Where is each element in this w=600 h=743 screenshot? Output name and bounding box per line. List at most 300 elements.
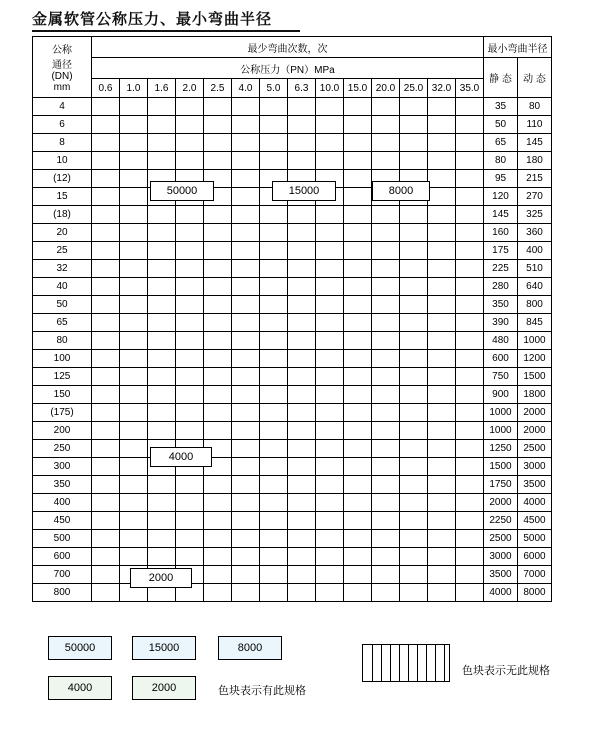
pressure-header: 公称压力（PN）MPa [92, 58, 484, 79]
pressure-cell [372, 296, 400, 314]
radius-dynamic-value: 5000 [518, 530, 552, 548]
pressure-cell [120, 206, 148, 224]
pressure-cell [260, 296, 288, 314]
pressure-cell [428, 584, 456, 602]
pressure-cell [316, 242, 344, 260]
title-underline [32, 30, 300, 32]
table-header [33, 37, 552, 98]
pressure-cell [288, 314, 316, 332]
dn-header-line-3: (DN) [51, 71, 73, 82]
pressure-cell [92, 548, 120, 566]
pressure-cell [260, 152, 288, 170]
hatch-line [372, 645, 373, 681]
dn-value: 700 [33, 566, 92, 584]
pressure-cell [316, 548, 344, 566]
pressure-cell [344, 386, 372, 404]
pressure-cell [288, 548, 316, 566]
pressure-cell [204, 152, 232, 170]
pressure-cell [316, 476, 344, 494]
pressure-cell [456, 404, 484, 422]
dn-value: 6 [33, 116, 92, 134]
pressure-cell [456, 350, 484, 368]
pressure-cell [428, 476, 456, 494]
pressure-cell [456, 296, 484, 314]
dn-value: 400 [33, 494, 92, 512]
radius-dynamic-value: 4000 [518, 494, 552, 512]
pressure-cell [288, 422, 316, 440]
pressure-cell [372, 152, 400, 170]
pressure-cell [148, 332, 176, 350]
table-row [33, 152, 552, 170]
dn-value: (18) [33, 206, 92, 224]
pressure-cell [120, 440, 148, 458]
pressure-cell [372, 512, 400, 530]
pressure-cell [176, 332, 204, 350]
radius-static-value: 120 [484, 188, 518, 206]
pressure-cell [400, 494, 428, 512]
pressure-cell [316, 368, 344, 386]
radius-dynamic-value: 7000 [518, 566, 552, 584]
pressure-cell [288, 494, 316, 512]
pressure-cell [372, 278, 400, 296]
pressure-cell [120, 116, 148, 134]
radius-static-value: 2000 [484, 494, 518, 512]
pressure-col-header: 1.6 [148, 79, 176, 98]
dn-value: 200 [33, 422, 92, 440]
dn-value: 250 [33, 440, 92, 458]
pressure-cell [92, 98, 120, 116]
pressure-cell [288, 530, 316, 548]
pressure-cell [232, 512, 260, 530]
pressure-cell [120, 278, 148, 296]
pressure-cell [288, 152, 316, 170]
pressure-cell [92, 206, 120, 224]
pressure-cell [316, 350, 344, 368]
pressure-cell [372, 440, 400, 458]
pressure-cell [344, 170, 372, 188]
pressure-cell [232, 368, 260, 386]
pressure-cell [372, 476, 400, 494]
radius-static-value: 3000 [484, 548, 518, 566]
pressure-cell [288, 98, 316, 116]
pressure-cell [456, 386, 484, 404]
pressure-cell [400, 224, 428, 242]
table-body [33, 98, 552, 602]
table-row [33, 314, 552, 332]
pressure-cell [204, 314, 232, 332]
dn-value: 20 [33, 224, 92, 242]
pressure-cell [260, 116, 288, 134]
pressure-cell [120, 476, 148, 494]
pressure-cell [148, 512, 176, 530]
page-title: 金属软管公称压力、最小弯曲半径 [32, 12, 273, 28]
table-row [33, 404, 552, 422]
radius-dynamic-value: 845 [518, 314, 552, 332]
pressure-cell [344, 350, 372, 368]
pressure-cell [92, 350, 120, 368]
pressure-cell [92, 188, 120, 206]
dn-header-line-1: 公称 [52, 45, 72, 56]
pressure-cell [344, 278, 372, 296]
pressure-cell [372, 224, 400, 242]
pressure-cell [372, 404, 400, 422]
pressure-cell [288, 458, 316, 476]
dn-header-line-2: 通径 [52, 60, 72, 71]
pressure-cell [344, 206, 372, 224]
pressure-cell [428, 530, 456, 548]
pressure-cell [428, 314, 456, 332]
pressure-cell [456, 566, 484, 584]
pressure-cell [400, 116, 428, 134]
pressure-cell [204, 476, 232, 494]
pressure-cell [344, 566, 372, 584]
header-row-1 [33, 37, 552, 58]
pressure-cell [260, 512, 288, 530]
dn-value: (12) [33, 170, 92, 188]
pressure-cell [120, 260, 148, 278]
radius-static-value: 480 [484, 332, 518, 350]
pressure-cell [92, 332, 120, 350]
pressure-cell [176, 386, 204, 404]
pressure-cell [92, 242, 120, 260]
pressure-cell [92, 278, 120, 296]
pressure-cell [148, 368, 176, 386]
pressure-cell [344, 548, 372, 566]
table-row [33, 476, 552, 494]
value-badge: 2000 [130, 568, 192, 588]
pressure-cell [456, 134, 484, 152]
pressure-cell [456, 206, 484, 224]
pressure-cell [176, 476, 204, 494]
pressure-cell [176, 404, 204, 422]
radius-dynamic-value: 2500 [518, 440, 552, 458]
pressure-cell [372, 584, 400, 602]
pressure-cell [148, 530, 176, 548]
dn-value: 100 [33, 350, 92, 368]
pressure-col-header: 0.6 [92, 79, 120, 98]
pressure-col-header: 6.3 [288, 79, 316, 98]
pressure-cell [232, 458, 260, 476]
pressure-cell [260, 278, 288, 296]
pressure-cell [232, 224, 260, 242]
pressure-cell [232, 242, 260, 260]
pressure-cell [176, 152, 204, 170]
pressure-cell [204, 548, 232, 566]
hatch-line [426, 645, 427, 681]
value-badge: 15000 [272, 181, 336, 201]
pressure-cell [344, 476, 372, 494]
pressure-cell [92, 566, 120, 584]
pressure-cell [260, 494, 288, 512]
bend-radius-header: 最小弯曲半径 [484, 37, 552, 58]
pressure-cell [120, 548, 148, 566]
pressure-cell [344, 188, 372, 206]
pressure-cell [232, 350, 260, 368]
pressure-cell [288, 224, 316, 242]
dn-value: 800 [33, 584, 92, 602]
pressure-cell [176, 278, 204, 296]
pressure-cell [456, 332, 484, 350]
pressure-cell [232, 332, 260, 350]
pressure-cell [456, 314, 484, 332]
pressure-cell [372, 350, 400, 368]
pressure-cell [120, 458, 148, 476]
pressure-cell [92, 296, 120, 314]
radius-static-value: 1500 [484, 458, 518, 476]
pressure-cell [260, 440, 288, 458]
pressure-cell [456, 458, 484, 476]
pressure-cell [148, 224, 176, 242]
radius-static-value: 750 [484, 368, 518, 386]
pressure-cell [176, 116, 204, 134]
pressure-cell [456, 260, 484, 278]
dn-header-cell [33, 37, 92, 98]
pressure-cell [176, 224, 204, 242]
radius-dynamic-value: 1000 [518, 332, 552, 350]
pressure-cell [316, 458, 344, 476]
pressure-cell [344, 116, 372, 134]
pressure-cell [176, 422, 204, 440]
pressure-cell [260, 476, 288, 494]
pressure-cell [176, 368, 204, 386]
pressure-cell [92, 368, 120, 386]
pressure-cell [120, 296, 148, 314]
pressure-cell [428, 494, 456, 512]
pressure-cell [316, 134, 344, 152]
table-row [33, 458, 552, 476]
pressure-cell [260, 332, 288, 350]
pressure-cell [400, 350, 428, 368]
pressure-cell [428, 386, 456, 404]
table-row [33, 332, 552, 350]
radius-static-value: 2250 [484, 512, 518, 530]
radius-dynamic-value: 6000 [518, 548, 552, 566]
pressure-cell [316, 260, 344, 278]
pressure-cell [344, 584, 372, 602]
pressure-cell [400, 476, 428, 494]
pressure-cell [400, 584, 428, 602]
pressure-cell [204, 422, 232, 440]
radius-dynamic-value: 180 [518, 152, 552, 170]
radius-dynamic-value: 800 [518, 296, 552, 314]
pressure-cell [316, 224, 344, 242]
table-row [33, 134, 552, 152]
pressure-col-header: 35.0 [456, 79, 484, 98]
pressure-cell [372, 332, 400, 350]
dn-value: (175) [33, 404, 92, 422]
pressure-cell [204, 116, 232, 134]
pressure-cell [260, 404, 288, 422]
dn-value: 500 [33, 530, 92, 548]
pressure-cell [456, 188, 484, 206]
pressure-cell [92, 134, 120, 152]
pressure-cell [428, 548, 456, 566]
pressure-cell [344, 134, 372, 152]
pressure-cell [92, 494, 120, 512]
pressure-cell [232, 116, 260, 134]
pressure-cell [344, 512, 372, 530]
radius-static-value: 160 [484, 224, 518, 242]
hatch-line [381, 645, 382, 681]
pressure-cell [260, 260, 288, 278]
radius-dynamic-value: 110 [518, 116, 552, 134]
pressure-cell [344, 458, 372, 476]
pressure-cell [148, 314, 176, 332]
hatch-line [399, 645, 400, 681]
pressure-cell [148, 350, 176, 368]
radius-static-value: 350 [484, 296, 518, 314]
pressure-cell [316, 386, 344, 404]
pressure-cell [204, 386, 232, 404]
pressure-cell [204, 494, 232, 512]
table-row [33, 116, 552, 134]
dn-value: 350 [33, 476, 92, 494]
pressure-cell [428, 368, 456, 386]
pressure-cell [120, 512, 148, 530]
pressure-cell [260, 206, 288, 224]
pressure-cell [232, 386, 260, 404]
pressure-cell [260, 350, 288, 368]
radius-dynamic-value: 640 [518, 278, 552, 296]
pressure-cell [176, 314, 204, 332]
pressure-cell [148, 386, 176, 404]
pressure-cell [176, 242, 204, 260]
pressure-cell [372, 494, 400, 512]
radius-dynamic-value: 1500 [518, 368, 552, 386]
pressure-cell [92, 422, 120, 440]
pressure-cell [316, 206, 344, 224]
pressure-cell [148, 548, 176, 566]
value-badge: 50000 [150, 181, 214, 201]
radius-static-value: 1000 [484, 422, 518, 440]
pressure-cell [456, 422, 484, 440]
pressure-cell [456, 368, 484, 386]
dn-value: 32 [33, 260, 92, 278]
pressure-cell [372, 530, 400, 548]
pressure-cell [232, 584, 260, 602]
pressure-col-header: 32.0 [428, 79, 456, 98]
pressure-cell [372, 458, 400, 476]
pressure-cell [260, 98, 288, 116]
pressure-cell [372, 368, 400, 386]
pressure-cell [176, 98, 204, 116]
pressure-cell [316, 422, 344, 440]
radius-dynamic-value: 1800 [518, 386, 552, 404]
table-row [33, 260, 552, 278]
pressure-cell [92, 404, 120, 422]
radius-dynamic-value: 3500 [518, 476, 552, 494]
pressure-cell [232, 296, 260, 314]
pressure-cell [260, 548, 288, 566]
pressure-cell [120, 422, 148, 440]
table-row [33, 242, 552, 260]
pressure-cell [92, 530, 120, 548]
pressure-cell [260, 368, 288, 386]
pressure-cell [344, 224, 372, 242]
header-row-3 [33, 79, 552, 98]
dn-header-line-4: mm [53, 82, 71, 93]
pressure-cell [288, 440, 316, 458]
pressure-cell [232, 188, 260, 206]
pressure-cell [176, 206, 204, 224]
pressure-cell [232, 530, 260, 548]
table-row [33, 224, 552, 242]
dn-value: 8 [33, 134, 92, 152]
pressure-cell [148, 152, 176, 170]
pressure-cell [400, 152, 428, 170]
pressure-cell [232, 494, 260, 512]
pressure-cell [316, 278, 344, 296]
pressure-cell [316, 440, 344, 458]
pressure-cell [456, 170, 484, 188]
radius-static-value: 65 [484, 134, 518, 152]
spec-table [32, 36, 552, 602]
radius-static-value: 280 [484, 278, 518, 296]
pressure-cell [92, 512, 120, 530]
pressure-cell [204, 332, 232, 350]
table-row [33, 566, 552, 584]
pressure-cell [428, 170, 456, 188]
pressure-cell [316, 494, 344, 512]
pressure-cell [400, 386, 428, 404]
pressure-cell [316, 116, 344, 134]
pressure-cell [120, 242, 148, 260]
radius-static-value: 900 [484, 386, 518, 404]
legend-hatch-box [362, 644, 450, 682]
pressure-cell [400, 242, 428, 260]
dn-value: 125 [33, 368, 92, 386]
pressure-cell [456, 530, 484, 548]
pressure-cell [316, 530, 344, 548]
pressure-cell [120, 98, 148, 116]
dn-value: 300 [33, 458, 92, 476]
legend-box-8000: 8000 [218, 636, 282, 660]
pressure-cell [428, 206, 456, 224]
pressure-cell [260, 530, 288, 548]
radius-dynamic-value: 2000 [518, 404, 552, 422]
hatch-line [390, 645, 391, 681]
radius-static-value: 80 [484, 152, 518, 170]
pressure-cell [232, 170, 260, 188]
dn-value: 4 [33, 98, 92, 116]
table-row [33, 512, 552, 530]
radius-dynamic-value: 4500 [518, 512, 552, 530]
pressure-cell [204, 98, 232, 116]
pressure-cell [148, 116, 176, 134]
pressure-cell [428, 224, 456, 242]
pressure-cell [204, 404, 232, 422]
pressure-cell [260, 134, 288, 152]
pressure-cell [176, 494, 204, 512]
pressure-cell [232, 548, 260, 566]
pressure-cell [372, 134, 400, 152]
pressure-cell [400, 458, 428, 476]
pressure-cell [400, 566, 428, 584]
legend-note-color: 色块表示有此规格 [218, 685, 306, 697]
pressure-cell [288, 260, 316, 278]
pressure-cell [428, 404, 456, 422]
dn-value: 65 [33, 314, 92, 332]
radius-static-value: 600 [484, 350, 518, 368]
pressure-cell [232, 206, 260, 224]
pressure-cell [232, 314, 260, 332]
pressure-cell [92, 440, 120, 458]
pressure-cell [372, 116, 400, 134]
pressure-cell [428, 458, 456, 476]
pressure-cell [456, 116, 484, 134]
pressure-cell [400, 260, 428, 278]
table-row [33, 386, 552, 404]
